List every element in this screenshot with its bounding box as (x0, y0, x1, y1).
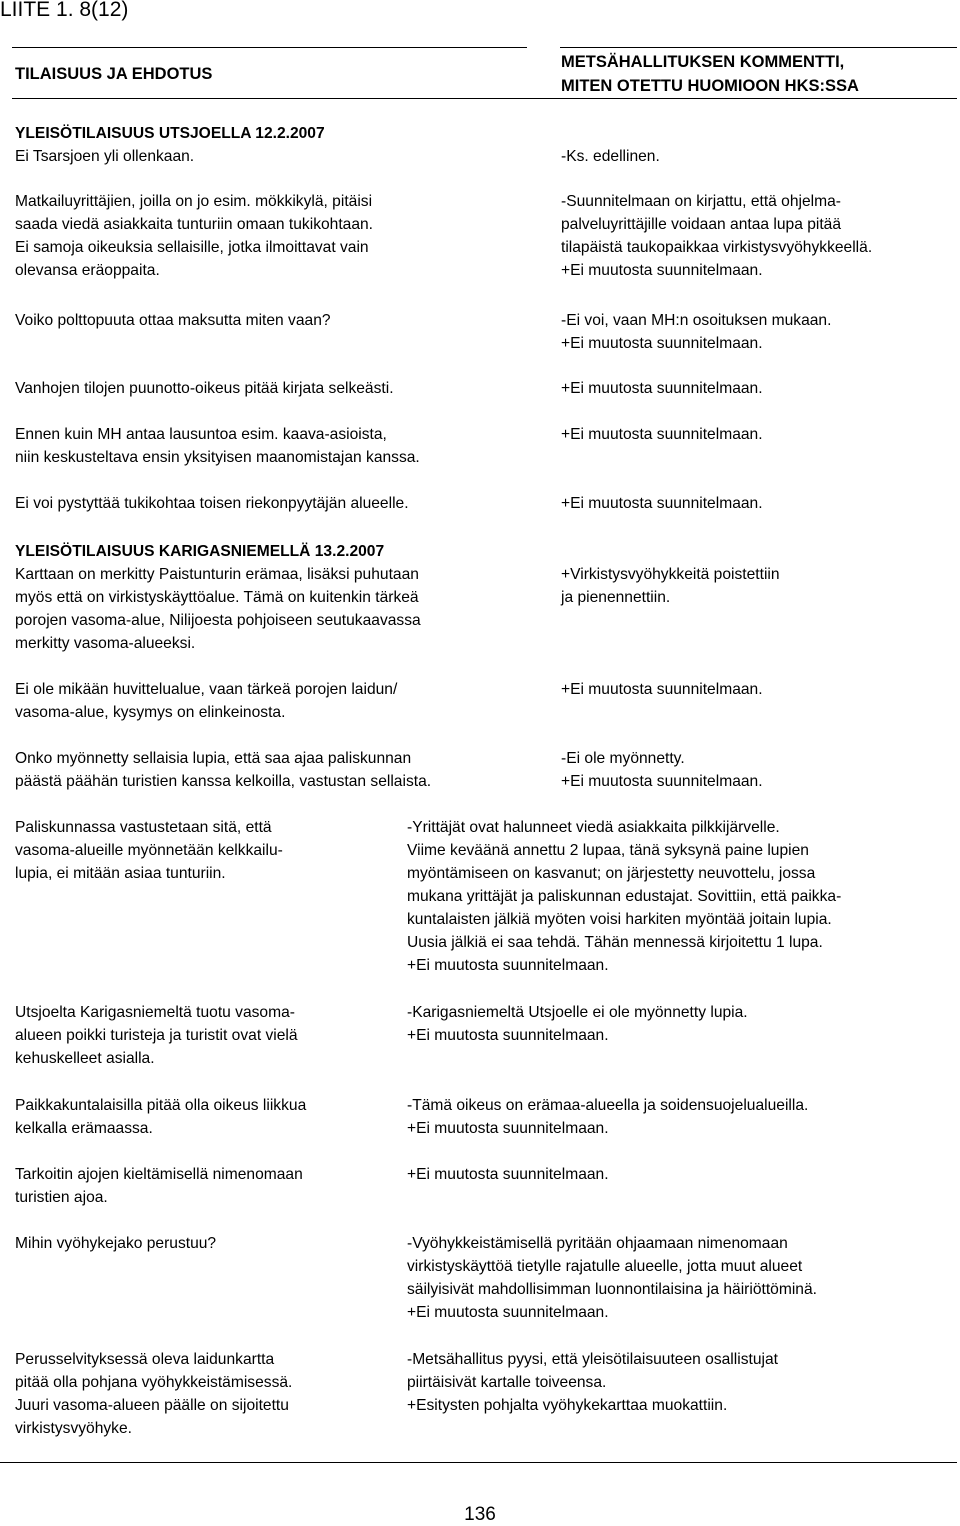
header-rule-left (12, 47, 527, 48)
page-number: 136 (464, 1504, 496, 1525)
s1-row1-right: -Ks. edellinen. (561, 148, 660, 165)
header-rule-bottom (12, 98, 957, 99)
s2-nrow5-right: -Vyöhykkeistämisellä pyritään ohjaamaan nimenomaan virkistyskäyttöä tietylle rajatulle alueelle, jotta muut alueet säilyisivät mahdollisimman luonnontilaisina ja häiriöttöminä. +Ei muutosta suunnitelmaan. (407, 1235, 817, 1321)
s2-nrow4-left: Tarkoitin ajojen kieltämisellä nimenomaan turistien ajoa. (15, 1166, 303, 1206)
s2-nrow3-left: Paikkakuntalaisilla pitää olla oikeus liikkua kelkalla erämaassa. (15, 1097, 307, 1137)
s1-row1-left: Ei Tsarsjoen yli ollenkaan. (15, 148, 195, 165)
header-right-line1: METSÄHALLITUKSEN KOMMENTTI, (561, 53, 845, 71)
s1-row6-left: Ei voi pystyttää tukikohtaa toisen riekonpyytäjän alueelle. (15, 495, 409, 512)
s2-nrow3-right: -Tämä oikeus on erämaa-alueella ja soidensuojelualueilla. +Ei muutosta suunnitelmaan. (407, 1097, 809, 1137)
header-left: TILAISUUS JA EHDOTUS (15, 65, 213, 83)
s2-nrow1-left: Paliskunnassa vastustetaan sitä, että vasoma-alueille myönnetään kelkkailu- lupia, ei mitään asiaa tunturiin. (15, 819, 283, 882)
s1-row2-right: -Suunnitelmaan on kirjattu, että ohjelma- palveluyrittäjille voidaan antaa lupa pitää tilapäistä taukopaikkaa virkistysvyöhykkeellä. +Ei muutosta suunnitelmaan. (561, 193, 873, 279)
s2-nrow5-left: Mihin vyöhykejako perustuu? (15, 1235, 217, 1252)
s1-row6-right: +Ei muutosta suunnitelmaan. (561, 495, 763, 512)
s1-row4-left: Vanhojen tilojen puunotto-oikeus pitää kirjata selkeästi. (15, 380, 394, 397)
s1-row2-left: Matkailuyrittäjien, joilla on jo esim. mökkikylä, pitäisi saada viedä asiakkaita tunturiin omaan tukikohtaan. Ei samoja oikeuksia sellaisille, jotka ilmoittavat vain olevansa eräoppaita. (15, 193, 374, 279)
header-rule-right (560, 47, 957, 48)
s1-row3-left: Voiko polttopuuta ottaa maksutta miten vaan? (15, 312, 331, 329)
s2-nrow6-left: Perusselvityksessä oleva laidunkartta pitää olla pohjana vyöhykkeistämisessä. Juuri vasoma-alueen päälle on sijoitettu virkistysvyöhyke. (15, 1351, 293, 1437)
s2-nrow2-right: -Karigasniemeltä Utsjoelle ei ole myönnetty lupia. +Ei muutosta suunnitelmaan. (407, 1004, 748, 1044)
s2-row1-left: Karttaan on merkitty Paistunturin erämaa, lisäksi puhutaan myös että on virkistyskäyttöalue. Tämä on kuitenkin tärkeä porojen vasoma-alue, Nilijoesta pohjoiseen seutukaavassa merkitty vasoma-alueeksi. (15, 566, 421, 652)
s1-row5-right: +Ei muutosta suunnitelmaan. (561, 426, 763, 443)
s2-nrow6-right: -Metsähallitus pyysi, että yleisötilaisuuteen osallistujat piirtäisivät kartalle toiveensa. +Esitysten pohjalta vyöhykekarttaa muokattiin. (407, 1351, 778, 1414)
footer-rule (0, 1462, 957, 1463)
page-label: LIITE 1. 8(12) (0, 0, 129, 21)
s2-nrow2-left: Utsjoelta Karigasniemeltä tuotu vasoma- alueen poikki turisteja ja turistit ovat vielä kehuskelleet asialla. (15, 1004, 298, 1067)
s2-nrow1-right: -Yrittäjät ovat halunneet viedä asiakkaita pilkkijärvelle. Viime keväänä annettu 2 lupaa, tänä syksynä paine lupien myöntämiseen on kasvanut; on järjestetty neuvottelu, jossa mukana yrittäjät ja paliskunnan edustajat. Sovittiin, että paikka- kuntalaisten jälkiä myöten voisi harkiten myöntää joitain lupia. Uusia jälkiä ei saa tehdä. Tähän mennessä kirjoitettu 1 lupa. +Ei muutosta suunnitelmaan. (407, 819, 842, 974)
s1-row5-left: Ennen kuin MH antaa lausuntoa esim. kaava-asioista, niin keskusteltava ensin yksityisen maanomistajan kanssa. (15, 426, 420, 466)
s2-nrow4-right: +Ei muutosta suunnitelmaan. (407, 1166, 609, 1183)
s2-row3-right: -Ei ole myönnetty. +Ei muutosta suunnitelmaan. (561, 750, 763, 790)
s2-row2-right: +Ei muutosta suunnitelmaan. (561, 681, 763, 698)
section1-title: YLEISÖTILAISUUS UTSJOELLA 12.2.2007 (15, 125, 325, 142)
header-right-line2: MITEN OTETTU HUOMIOON HKS:SSA (561, 77, 859, 95)
section2-title: YLEISÖTILAISUUS KARIGASNIEMELLÄ 13.2.2007 (15, 543, 385, 560)
s1-row4-right: +Ei muutosta suunnitelmaan. (561, 380, 763, 397)
s1-row3-right: -Ei voi, vaan MH:n osoituksen mukaan. +Ei muutosta suunnitelmaan. (561, 312, 832, 352)
s2-row2-left: Ei ole mikään huvittelualue, vaan tärkeä porojen laidun/ vasoma-alue, kysymys on elinkeinosta. (15, 681, 398, 721)
s2-row1-right: +Virkistysvyöhykkeitä poistettiin ja pienennettiin. (561, 566, 780, 606)
s2-row3-left: Onko myönnetty sellaisia lupia, että saa ajaa paliskunnan päästä päähän turistien kanssa kelkoilla, vastustan sellaista. (15, 750, 432, 790)
